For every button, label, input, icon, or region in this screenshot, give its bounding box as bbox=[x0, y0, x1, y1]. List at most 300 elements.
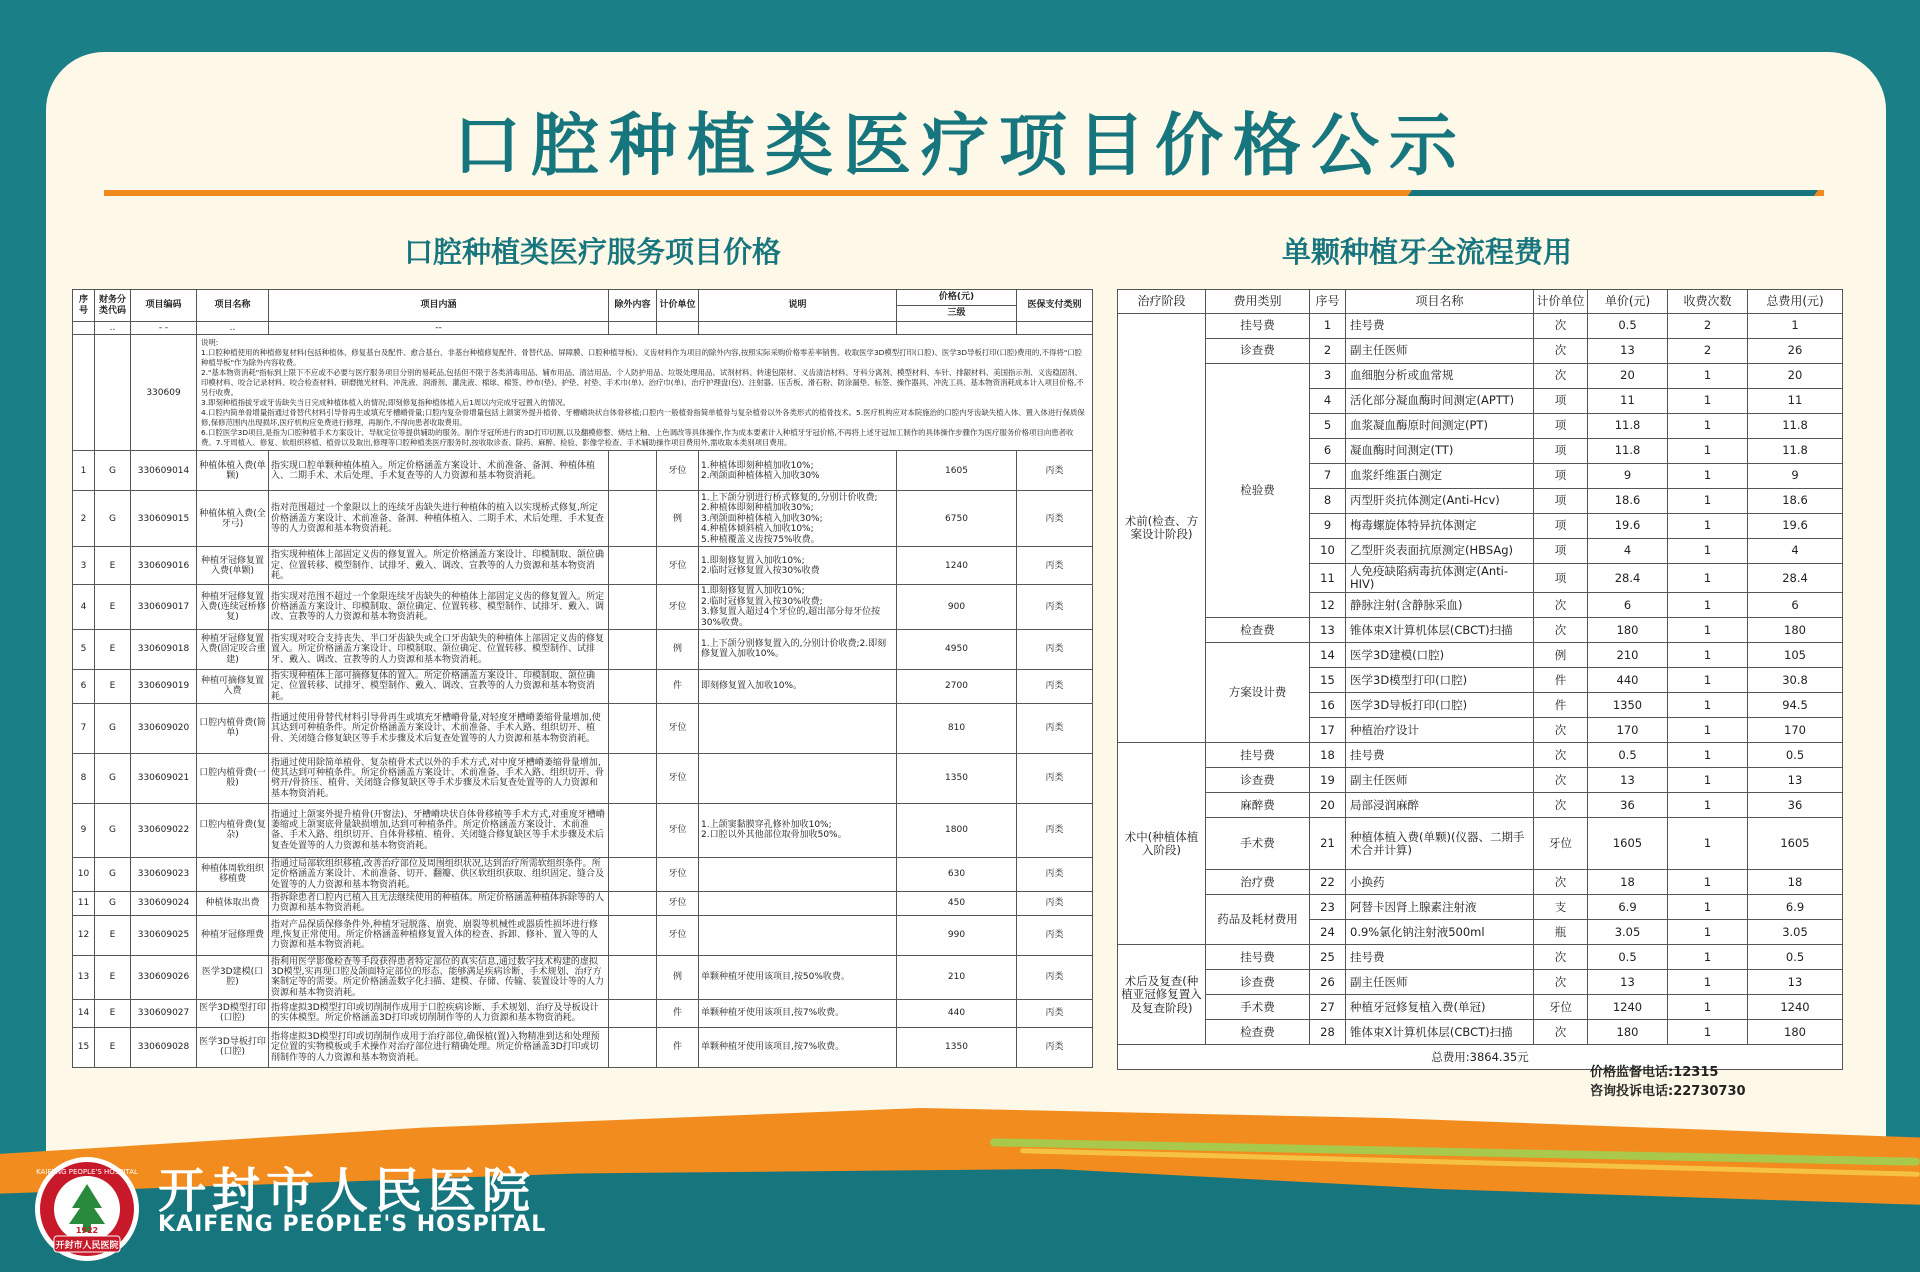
row-price: 13 bbox=[1588, 768, 1668, 793]
grand-total: 总费用:3864.35元 bbox=[1118, 1045, 1843, 1070]
hospital-name-cn: 开封市人民医院 bbox=[158, 1163, 537, 1219]
row-times: 1 bbox=[1668, 895, 1748, 920]
logo-ring-text: KAIFENG PEOPLE'S HOSPITAL bbox=[36, 1168, 138, 1176]
row-note: 1.上下颌分别进行桥式修复的,分别计价收费; 2.种植体即刻种植加收30%; 3.颅颌面种植体植入加收30%; 4.种植体倾斜植入加收10%; 5.种植覆盖义齿按75%收费。 bbox=[699, 491, 897, 547]
row-item-code: 330609017 bbox=[131, 585, 197, 629]
row-total: 20 bbox=[1748, 364, 1843, 389]
row-seq: 10 bbox=[1310, 539, 1346, 564]
row-total: 13 bbox=[1748, 970, 1843, 995]
row-except bbox=[609, 753, 657, 803]
row-seq: 2 bbox=[1310, 339, 1346, 364]
placeholder-mark: - - bbox=[131, 322, 197, 335]
row-item-name: 副主任医师 bbox=[1346, 339, 1534, 364]
row-insurance: 丙类 bbox=[1017, 999, 1093, 1027]
row-item-name: 锥体束X计算机体层(CBCT)扫描 bbox=[1346, 618, 1534, 643]
row-total: 11.8 bbox=[1748, 439, 1843, 464]
row-price: 440 bbox=[1588, 668, 1668, 693]
row-except bbox=[609, 629, 657, 669]
table-row bbox=[73, 547, 1093, 585]
table-row bbox=[73, 585, 1093, 629]
row-note: 1.即刻修复置入加收10%; 2.临时冠修复置入按30%收费; 3.修复置入超过4个牙位的,超出部分每牙位按30%收费。 bbox=[699, 585, 897, 629]
table-row bbox=[73, 669, 1093, 703]
table-row bbox=[1118, 743, 1843, 768]
row-times: 1 bbox=[1668, 995, 1748, 1020]
row-finance-code: E bbox=[95, 999, 131, 1027]
row-seq: 13 bbox=[1310, 618, 1346, 643]
row-unit: 次 bbox=[1534, 339, 1588, 364]
table-row bbox=[73, 857, 1093, 891]
row-insurance: 丙类 bbox=[1017, 803, 1093, 857]
row-seq: 12 bbox=[1310, 593, 1346, 618]
row-finance-code: E bbox=[95, 629, 131, 669]
placeholder-mark: .. bbox=[95, 322, 131, 335]
table-row bbox=[1118, 870, 1843, 895]
row-item-code: 330609014 bbox=[131, 451, 197, 491]
row-except bbox=[609, 1027, 657, 1067]
full-process-fee-table bbox=[1117, 289, 1843, 1070]
row-item-code: 330609027 bbox=[131, 999, 197, 1027]
row-item-name: 口腔内植骨费(简单) bbox=[197, 703, 269, 753]
row-insurance: 丙类 bbox=[1017, 669, 1093, 703]
header-insurance: 医保支付类别 bbox=[1017, 290, 1093, 322]
row-content: 指对产品保质保修条件外,种植牙冠脱落、崩瓷、崩裂等机械性或器质性损坏进行修理,恢复正常使用。所定价格涵盖种植修复置入体的检查、拆卸、修补、置入等的人力资源和基本物资消耗。 bbox=[269, 915, 609, 955]
row-times: 1 bbox=[1668, 920, 1748, 945]
header-except: 除外内容 bbox=[609, 290, 657, 322]
row-note bbox=[699, 891, 897, 915]
row-unit: 项 bbox=[1534, 414, 1588, 439]
row-item-name: 副主任医师 bbox=[1346, 768, 1534, 793]
row-price: 1350 bbox=[1588, 693, 1668, 718]
row-times: 1 bbox=[1668, 718, 1748, 743]
row-price: 0.5 bbox=[1588, 314, 1668, 339]
row-insurance: 丙类 bbox=[1017, 547, 1093, 585]
row-item-name: 0.9%氯化钠注射液500ml bbox=[1346, 920, 1534, 945]
row-unit: 例 bbox=[1534, 643, 1588, 668]
row-seq: 19 bbox=[1310, 768, 1346, 793]
table-row bbox=[1118, 970, 1843, 995]
row-price: 210 bbox=[897, 955, 1017, 999]
table-row bbox=[1118, 1020, 1843, 1045]
row-item-name: 种植可摘修复置入费 bbox=[197, 669, 269, 703]
row-item-code: 330609019 bbox=[131, 669, 197, 703]
table-row bbox=[1118, 895, 1843, 920]
row-unit: 次 bbox=[1534, 743, 1588, 768]
row-total: 0.5 bbox=[1748, 743, 1843, 768]
row-times: 1 bbox=[1668, 389, 1748, 414]
row-unit: 例 bbox=[657, 955, 699, 999]
row-except bbox=[609, 585, 657, 629]
row-price: 810 bbox=[897, 703, 1017, 753]
table-row bbox=[1118, 793, 1843, 818]
header-finance: 财务分类代码 bbox=[95, 290, 131, 322]
row-unit: 项 bbox=[1534, 389, 1588, 414]
row-times: 1 bbox=[1668, 514, 1748, 539]
table-row bbox=[1118, 945, 1843, 970]
row-price: 4 bbox=[1588, 539, 1668, 564]
row-insurance: 丙类 bbox=[1017, 753, 1093, 803]
row-seq: 5 bbox=[73, 629, 95, 669]
row-content: 指对范围超过一个象限以上的连续牙齿缺失进行种植体的植入以实现桥式修复,所定价格涵盖方案设计、术前准备、备洞、种植体植入、二期手术、术后处理、手术复查等的人力资源和基本物资消耗。 bbox=[269, 491, 609, 547]
row-note: 单颗种植牙使用该项目,按50%收费。 bbox=[699, 955, 897, 999]
row-total: 6 bbox=[1748, 593, 1843, 618]
row-item-name: 活化部分凝血酶时间测定(APTT) bbox=[1346, 389, 1534, 414]
title-underline-teal bbox=[1408, 190, 1818, 196]
row-unit: 牙位 bbox=[657, 891, 699, 915]
row-seq: 2 bbox=[73, 491, 95, 547]
row-times: 1 bbox=[1668, 768, 1748, 793]
table-row bbox=[73, 915, 1093, 955]
row-insurance: 丙类 bbox=[1017, 955, 1093, 999]
row-seq: 20 bbox=[1310, 793, 1346, 818]
placeholder-mark: -- bbox=[269, 322, 609, 335]
row-seq: 6 bbox=[73, 669, 95, 703]
row-unit: 例 bbox=[657, 629, 699, 669]
row-item-code: 330609015 bbox=[131, 491, 197, 547]
category-cell: 检验费 bbox=[1206, 364, 1310, 618]
row-total: 4 bbox=[1748, 539, 1843, 564]
row-finance-code: E bbox=[95, 955, 131, 999]
row-finance-code: E bbox=[95, 547, 131, 585]
header-unit: 计价单位 bbox=[1534, 290, 1588, 314]
category-cell: 手术费 bbox=[1206, 818, 1310, 870]
row-seq: 9 bbox=[73, 803, 95, 857]
row-content: 指将虚拟3D模型打印或切削制作成用于治疗部位,确保植(置)入物精准到达和处理预定位置的实物模板或手术操作对治疗部位进行精确处理。所定价格涵盖3D打印或切削制作等的人力资源和基本物资消耗。 bbox=[269, 1027, 609, 1067]
row-except bbox=[609, 891, 657, 915]
row-item-name: 种植牙冠修理费 bbox=[197, 915, 269, 955]
row-unit: 件 bbox=[657, 1027, 699, 1067]
row-except bbox=[609, 451, 657, 491]
table-row bbox=[73, 955, 1093, 999]
header-note: 说明 bbox=[699, 290, 897, 322]
row-seq: 1 bbox=[73, 451, 95, 491]
table-row bbox=[73, 891, 1093, 915]
row-total: 94.5 bbox=[1748, 693, 1843, 718]
row-item-name: 挂号费 bbox=[1346, 945, 1534, 970]
row-unit: 牙位 bbox=[657, 803, 699, 857]
header-price-level: 三级 bbox=[897, 306, 1017, 322]
row-price: 11.8 bbox=[1588, 414, 1668, 439]
row-times: 1 bbox=[1668, 668, 1748, 693]
row-note: 1.即刻修复置入加收10%; 2.临时冠修复置入按30%收费 bbox=[699, 547, 897, 585]
row-price: 3.05 bbox=[1588, 920, 1668, 945]
row-item-name: 种植体取出费 bbox=[197, 891, 269, 915]
row-item-code: 330609020 bbox=[131, 703, 197, 753]
row-unit: 牙位 bbox=[657, 585, 699, 629]
row-item-name: 乙型肝炎表面抗原测定(HBSAg) bbox=[1346, 539, 1534, 564]
row-price: 6.9 bbox=[1588, 895, 1668, 920]
row-note: 即刻修复置入加收10%。 bbox=[699, 669, 897, 703]
row-total: 19.6 bbox=[1748, 514, 1843, 539]
row-total: 28.4 bbox=[1748, 564, 1843, 593]
row-unit: 次 bbox=[1534, 768, 1588, 793]
table-row bbox=[73, 703, 1093, 753]
row-price: 0.5 bbox=[1588, 945, 1668, 970]
row-total: 18.6 bbox=[1748, 489, 1843, 514]
row-item-name: 局部浸润麻醉 bbox=[1346, 793, 1534, 818]
row-times: 1 bbox=[1668, 818, 1748, 870]
row-seq: 21 bbox=[1310, 818, 1346, 870]
header-total: 总费用(元) bbox=[1748, 290, 1843, 314]
row-seq: 8 bbox=[1310, 489, 1346, 514]
row-seq: 12 bbox=[73, 915, 95, 955]
row-unit: 项 bbox=[1534, 439, 1588, 464]
row-total: 1605 bbox=[1748, 818, 1843, 870]
table-row bbox=[1118, 364, 1843, 389]
row-unit: 次 bbox=[1534, 314, 1588, 339]
row-item-code: 330609028 bbox=[131, 1027, 197, 1067]
header-price: 价格(元) bbox=[897, 290, 1017, 306]
row-price: 900 bbox=[897, 585, 1017, 629]
row-item-code: 330609026 bbox=[131, 955, 197, 999]
row-unit: 次 bbox=[1534, 1020, 1588, 1045]
row-seq: 15 bbox=[1310, 668, 1346, 693]
row-price: 0.5 bbox=[1588, 743, 1668, 768]
row-unit: 项 bbox=[1534, 539, 1588, 564]
row-seq: 5 bbox=[1310, 414, 1346, 439]
hospital-logo-icon bbox=[32, 1154, 142, 1264]
row-item-name: 种植治疗设计 bbox=[1346, 718, 1534, 743]
table-row bbox=[1118, 995, 1843, 1020]
row-item-name: 种植牙冠修复植入费(单冠) bbox=[1346, 995, 1534, 1020]
row-content: 指通过使用骨替代材料引导骨再生或填充牙槽嵴骨量,对轻度牙槽嵴萎缩骨量增加,使其达到可种植条件。所定价格涵盖方案设计、术前准备、手术入路、组织切开、植骨、关闭缝合修复缺区等手术步骤及术后复查处置等的人力资源和基本物资消耗。 bbox=[269, 703, 609, 753]
row-insurance: 丙类 bbox=[1017, 703, 1093, 753]
row-item-name: 医学3D模型打印(口腔) bbox=[1346, 668, 1534, 693]
category-cell: 挂号费 bbox=[1206, 314, 1310, 339]
table-row bbox=[1118, 818, 1843, 870]
row-content: 指实现对范围不超过一个象限连续牙齿缺失的种植体上部固定义齿的修复置入。所定价格涵盖方案设计、印模制取、颌位确定、位置转移、模型制作、试排牙、戴入、调改、宣教等的人力资源和基本物资消耗。 bbox=[269, 585, 609, 629]
row-item-name: 种植牙冠修复置入费(固定咬合重建) bbox=[197, 629, 269, 669]
row-price: 1350 bbox=[897, 753, 1017, 803]
category-cell: 药品及耗材费用 bbox=[1206, 895, 1310, 945]
row-except bbox=[609, 803, 657, 857]
row-item-name: 梅毒螺旋体特异抗体测定 bbox=[1346, 514, 1534, 539]
header-name: 项目名称 bbox=[197, 290, 269, 322]
row-unit: 件 bbox=[657, 669, 699, 703]
row-item-name: 医学3D建模(口腔) bbox=[1346, 643, 1534, 668]
row-content: 指通过使用除简单植骨、复杂植骨术式以外的手术方式,对中度牙槽嵴萎缩骨量增加,使其达到可种植条件。所定价格涵盖方案设计、术前准备、手术入路、组织切开、骨劈开/骨挤压、植骨、关闭缝合修复缺区等手术步骤及术后复查处置等的人力资源和基本物资消耗。 bbox=[269, 753, 609, 803]
row-except bbox=[609, 857, 657, 891]
row-note: 1.种植体即刻种植加收10%; 2.颅颌面种植体植入加收30% bbox=[699, 451, 897, 491]
row-unit: 支 bbox=[1534, 895, 1588, 920]
row-note bbox=[699, 915, 897, 955]
contact-info bbox=[1590, 1063, 1746, 1101]
row-times: 1 bbox=[1668, 793, 1748, 818]
row-item-name: 挂号费 bbox=[1346, 743, 1534, 768]
category-cell: 方案设计费 bbox=[1206, 643, 1310, 743]
row-item-name: 锥体束X计算机体层(CBCT)扫描 bbox=[1346, 1020, 1534, 1045]
row-item-name: 血细胞分析或血常规 bbox=[1346, 364, 1534, 389]
row-price: 990 bbox=[897, 915, 1017, 955]
row-times: 1 bbox=[1668, 464, 1748, 489]
row-unit: 次 bbox=[1534, 718, 1588, 743]
row-seq: 25 bbox=[1310, 945, 1346, 970]
category-cell: 挂号费 bbox=[1206, 945, 1310, 970]
notes-text: 说明: 1.口腔种植使用的种植修复材料(包括种植体、修复基台及配件、愈合基台、非基台种植修复配件、骨替代品、屏障膜、口腔种植导板)、义齿材料作为项目的除外内容,按照实际采购价格零差率销售。收取医学3D模型打印(口腔)、医学3D导板打印(口腔)费用的,不得将"口腔种植导板"作为除外内容收费。 2."基本物资消耗"指标到上限下不应或不必要与医疗服务项目分别的易耗品,包括但不限于各类消毒用品、辅布用品、清洁用品、个人防护用品、垃圾处理用品、试剂材料、转速包限材、义齿清洁材料、牙科分离剂、模型材料、车针、排龈材料、美国指示剂、义齿稳固剂、印模材料、咬合记录材料、咬合检查材料、研磨抛光材料、冲洗液、润滑剂、灌洗液、棉球、棉签、纱布(垫)、护垫、衬垫、手术巾(单)、治疗巾(单)、治疗护理盘(包)、注射器、压舌板、滑石粉、防涂漏垫、标签、操作器具、冲洗工具、基本物资消耗成本计入项目价格,不另行收费。 3.即刻种植指拔牙或牙齿缺失当日完成种植体植入的情况;即刻修复指种植体植入后1周以内完成牙冠置入的情况。 4.口腔内简单骨增量指通过骨替代材料引导骨再生或填充牙槽嵴骨量;口腔内复杂骨增量包括上颌窦外提升植骨、牙槽嵴块状自体骨移植;口腔内一般植骨指简单植骨与复杂植骨以外各类形式的植骨技术。5.医疗机构应对本院施治的口腔内牙齿缺失植入体、置入体进行保质保修,保修范围内出现损坏,医疗机构应免费进行修理、再制作,不得向患者收取费用。 6.口腔医学3D项目,是指为口腔种植手术方案设计、导航定位等提供辅助的服务。制作牙冠所进行的3D打印切割,以及翻模修整、烧结上釉、上色调改等具体操作,作为成本要素计入种植牙牙冠价格,不再将上述牙冠加工制作的具体操作步骤作为医疗服务价格项目向患者收费。7.牙周植入、修复、软组织移植、植骨以及取出,修理等口腔种植类医疗服务时,按收取诊查、除药、麻醉、检验、影像学检查、手术辅助操作项目费用外,需收取本类别项目费用。 bbox=[197, 335, 1093, 451]
row-price: 1605 bbox=[1588, 818, 1668, 870]
row-item-name: 医学3D导板打印(口腔) bbox=[197, 1027, 269, 1067]
row-price: 630 bbox=[897, 857, 1017, 891]
row-item-name: 副主任医师 bbox=[1346, 970, 1534, 995]
row-unit: 瓶 bbox=[1534, 920, 1588, 945]
row-price: 6750 bbox=[897, 491, 1017, 547]
row-price: 1605 bbox=[897, 451, 1017, 491]
stage-cell: 术中(种植体植入阶段) bbox=[1118, 743, 1206, 945]
row-except bbox=[609, 547, 657, 585]
row-insurance: 丙类 bbox=[1017, 451, 1093, 491]
row-total: 11 bbox=[1748, 389, 1843, 414]
row-times: 1 bbox=[1668, 564, 1748, 593]
category-cell: 挂号费 bbox=[1206, 743, 1310, 768]
row-times: 1 bbox=[1668, 593, 1748, 618]
header-price: 单价(元) bbox=[1588, 290, 1668, 314]
row-finance-code: G bbox=[95, 753, 131, 803]
header-unit: 计价单位 bbox=[657, 290, 699, 322]
row-times: 1 bbox=[1668, 414, 1748, 439]
row-total: 180 bbox=[1748, 618, 1843, 643]
row-seq: 6 bbox=[1310, 439, 1346, 464]
row-seq: 4 bbox=[1310, 389, 1346, 414]
price-supervision-phone: 价格监督电话:12315 bbox=[1590, 1065, 1719, 1080]
header-seq: 序号 bbox=[1310, 290, 1346, 314]
row-item-name: 医学3D导板打印(口腔) bbox=[1346, 693, 1534, 718]
row-times: 1 bbox=[1668, 539, 1748, 564]
row-note bbox=[699, 753, 897, 803]
row-times: 1 bbox=[1668, 489, 1748, 514]
row-price: 19.6 bbox=[1588, 514, 1668, 539]
row-price: 13 bbox=[1588, 339, 1668, 364]
row-item-name: 种植牙冠修复置入费(连续冠桥修复) bbox=[197, 585, 269, 629]
notes-row bbox=[73, 335, 1093, 451]
row-unit: 牙位 bbox=[1534, 818, 1588, 870]
category-cell: 手术费 bbox=[1206, 995, 1310, 1020]
logo-banner-text: 开封市人民医院 bbox=[55, 1241, 119, 1251]
row-unit: 件 bbox=[657, 999, 699, 1027]
row-item-name: 小换药 bbox=[1346, 870, 1534, 895]
row-item-name: 人免疫缺陷病毒抗体测定(Anti-HIV) bbox=[1346, 564, 1534, 593]
row-seq: 28 bbox=[1310, 1020, 1346, 1045]
table-row bbox=[1118, 618, 1843, 643]
group-code: 330609 bbox=[131, 335, 197, 451]
row-item-code: 330609022 bbox=[131, 803, 197, 857]
row-unit: 件 bbox=[1534, 693, 1588, 718]
row-total: 26 bbox=[1748, 339, 1843, 364]
table-row bbox=[1118, 314, 1843, 339]
hospital-name-en: KAIFENG PEOPLE'S HOSPITAL bbox=[158, 1212, 547, 1237]
row-finance-code: E bbox=[95, 1027, 131, 1067]
row-item-name: 血浆纤维蛋白测定 bbox=[1346, 464, 1534, 489]
service-price-table bbox=[72, 289, 1093, 1068]
table-row bbox=[1118, 768, 1843, 793]
row-unit: 项 bbox=[1534, 514, 1588, 539]
row-seq: 14 bbox=[73, 999, 95, 1027]
row-seq: 17 bbox=[1310, 718, 1346, 743]
placeholder-row bbox=[73, 322, 1093, 335]
row-total: 1240 bbox=[1748, 995, 1843, 1020]
row-price: 2700 bbox=[897, 669, 1017, 703]
table-row bbox=[73, 451, 1093, 491]
row-finance-code: E bbox=[95, 669, 131, 703]
row-seq: 7 bbox=[1310, 464, 1346, 489]
row-insurance: 丙类 bbox=[1017, 1027, 1093, 1067]
row-total: 180 bbox=[1748, 1020, 1843, 1045]
row-times: 1 bbox=[1668, 970, 1748, 995]
row-finance-code: G bbox=[95, 857, 131, 891]
category-cell: 麻醉费 bbox=[1206, 793, 1310, 818]
row-unit: 项 bbox=[1534, 464, 1588, 489]
row-item-name: 医学3D建模(口腔) bbox=[197, 955, 269, 999]
row-unit: 牙位 bbox=[657, 451, 699, 491]
row-unit: 件 bbox=[1534, 668, 1588, 693]
row-price: 440 bbox=[897, 999, 1017, 1027]
row-item-code: 330609025 bbox=[131, 915, 197, 955]
row-item-name: 种植牙冠修复置入费(单颗) bbox=[197, 547, 269, 585]
table-row bbox=[1118, 339, 1843, 364]
row-seq: 1 bbox=[1310, 314, 1346, 339]
row-content: 指实现种植体上部可摘修复体的置入。所定价格涵盖方案设计、印模制取、颌位确定、位置转移、试排牙、模型制作、戴入、调改、宣教等的人力资源和基本物资消耗。 bbox=[269, 669, 609, 703]
row-price: 18.6 bbox=[1588, 489, 1668, 514]
row-seq: 27 bbox=[1310, 995, 1346, 1020]
row-item-name: 挂号费 bbox=[1346, 314, 1534, 339]
row-content: 指将虚拟3D模型打印或切削制作成用于口腔疾病诊断、手术规划、治疗及导板设计的实体模型。所定价格涵盖3D打印或切削制作等的人力资源和基本物资消耗。 bbox=[269, 999, 609, 1027]
row-price: 1350 bbox=[897, 1027, 1017, 1067]
row-total: 18 bbox=[1748, 870, 1843, 895]
row-total: 30.8 bbox=[1748, 668, 1843, 693]
row-total: 6.9 bbox=[1748, 895, 1843, 920]
right-subtitle: 单颗种植牙全流程费用 bbox=[1282, 235, 1573, 269]
row-seq: 4 bbox=[73, 585, 95, 629]
row-item-name: 丙型肝炎抗体测定(Anti-Hcv) bbox=[1346, 489, 1534, 514]
category-cell: 检查费 bbox=[1206, 618, 1310, 643]
header-code: 项目编码 bbox=[131, 290, 197, 322]
row-finance-code: E bbox=[95, 915, 131, 955]
row-finance-code: G bbox=[95, 891, 131, 915]
header-stage: 治疗阶段 bbox=[1118, 290, 1206, 314]
row-unit: 牙位 bbox=[657, 703, 699, 753]
left-subtitle: 口腔种植类医疗服务项目价格 bbox=[404, 235, 782, 269]
row-insurance: 丙类 bbox=[1017, 891, 1093, 915]
row-price: 20 bbox=[1588, 364, 1668, 389]
row-price: 180 bbox=[1588, 1020, 1668, 1045]
row-item-code: 330609023 bbox=[131, 857, 197, 891]
row-price: 1240 bbox=[1588, 995, 1668, 1020]
row-item-code: 330609016 bbox=[131, 547, 197, 585]
row-except bbox=[609, 955, 657, 999]
row-unit: 次 bbox=[1534, 870, 1588, 895]
row-finance-code: G bbox=[95, 803, 131, 857]
row-seq: 3 bbox=[1310, 364, 1346, 389]
row-item-name: 种植体植入费(单颗) bbox=[197, 451, 269, 491]
row-content: 指实现对咬合支持丧失、半口牙齿缺失或全口牙齿缺失的种植体上部固定义齿的修复置入。所定价格涵盖方案设计、印模制取、颌位确定、位置转移、模型制作、试排牙、戴入、调改、宣教等的人力资源和基本物资消耗。 bbox=[269, 629, 609, 669]
row-price: 180 bbox=[1588, 618, 1668, 643]
row-unit: 项 bbox=[1534, 564, 1588, 593]
row-times: 1 bbox=[1668, 945, 1748, 970]
row-seq: 9 bbox=[1310, 514, 1346, 539]
row-item-name: 种植体周软组织移植费 bbox=[197, 857, 269, 891]
row-seq: 22 bbox=[1310, 870, 1346, 895]
row-finance-code: E bbox=[95, 585, 131, 629]
row-price: 6 bbox=[1588, 593, 1668, 618]
row-seq: 13 bbox=[73, 955, 95, 999]
table-row bbox=[73, 1027, 1093, 1067]
row-item-code: 330609024 bbox=[131, 891, 197, 915]
row-price: 1240 bbox=[897, 547, 1017, 585]
row-seq: 11 bbox=[1310, 564, 1346, 593]
row-total: 36 bbox=[1748, 793, 1843, 818]
row-item-name: 血浆凝血酶原时间测定(PT) bbox=[1346, 414, 1534, 439]
row-total: 0.5 bbox=[1748, 945, 1843, 970]
row-unit: 次 bbox=[1534, 593, 1588, 618]
category-cell: 诊查费 bbox=[1206, 339, 1310, 364]
